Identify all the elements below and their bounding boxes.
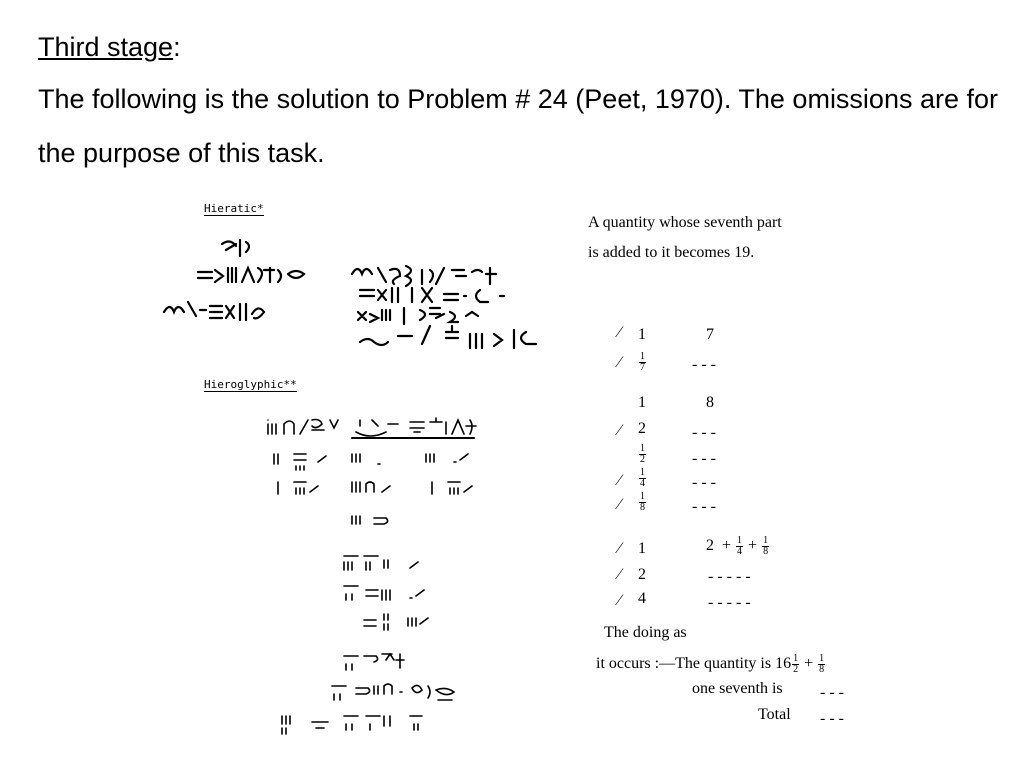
table-2-left: 1: [638, 394, 646, 411]
table-1-right: - - -: [692, 356, 716, 373]
check-mark: ⁄: [618, 354, 621, 371]
table-1-right: 7: [706, 326, 714, 343]
check-mark: ⁄: [618, 566, 621, 583]
quantity-value: 16 $\frac{1}{2}$ + $\frac{1}{8}$: [775, 653, 825, 675]
table-2-right: - - -: [692, 474, 716, 491]
doing-line-2: it occurs :—The quantity is 16 $\frac{1}{2}$ + $\frac{1}{8}$: [596, 653, 825, 675]
one-seventh-label: one seventh is: [692, 680, 783, 697]
problem-line-2: is added to it becomes 19.: [588, 244, 755, 261]
table-2-left: [638, 492, 647, 513]
one-seventh-value: - - -: [820, 684, 844, 701]
table-3-left: 4: [638, 590, 646, 607]
fraction: $\frac{1}{8}$: [763, 535, 769, 557]
intro-text: The following is the solution to Problem # 24 (Peet, 1970). The omissions are for the purpose of this task.: [38, 84, 999, 168]
total-value: - - -: [820, 710, 844, 727]
table-1-left: [638, 352, 647, 373]
scanned-figure: [160, 190, 880, 768]
check-mark: ⁄: [618, 472, 621, 489]
table-2-left: [638, 468, 647, 489]
table-2-left: 2: [638, 420, 646, 437]
table-3-right: - - - - -: [708, 594, 751, 611]
problem-line-1: A quantity whose seventh part: [588, 214, 782, 231]
table-2-right: 8: [706, 394, 714, 411]
stage-label: Third stage: [38, 32, 174, 62]
title-colon: :: [173, 32, 181, 62]
table-3-right: 2 + $\frac{1}{4}$ + $\frac{1}{8}$: [706, 535, 769, 557]
check-mark: ⁄: [618, 540, 621, 557]
table-3-right: - - - - -: [708, 568, 751, 585]
total-label: Total: [758, 706, 791, 723]
hieroglyphic-label: Hieroglyphic**: [204, 378, 297, 391]
check-mark: ⁄: [618, 324, 621, 341]
fraction: $\frac{1}{2}$: [640, 443, 645, 465]
table-3-left: 2: [638, 566, 646, 583]
table-2-right: - - -: [692, 450, 716, 467]
table-2-right: - - -: [692, 424, 716, 441]
check-mark: ⁄: [618, 496, 621, 513]
check-mark: ⁄: [618, 422, 621, 439]
table-2-right: - - -: [692, 498, 716, 515]
table-1-left: 1: [638, 326, 646, 343]
slide-title: [38, 30, 181, 64]
hieratic-label: Hieratic*: [204, 202, 264, 215]
fraction: $\frac{1}{8}$: [640, 491, 645, 513]
check-mark: ⁄: [618, 592, 621, 609]
table-3-left: 1: [638, 540, 646, 557]
fraction: $\frac{1}{4}$: [737, 535, 743, 557]
hieroglyphic-script-image: [260, 410, 500, 750]
fraction: $\frac{1}{4}$: [640, 467, 645, 489]
table-2-left: [638, 444, 647, 465]
doing-line-1: The doing as: [604, 624, 687, 641]
fraction: $\frac{1}{7}$: [640, 351, 645, 373]
hieratic-script-image: [160, 230, 580, 360]
